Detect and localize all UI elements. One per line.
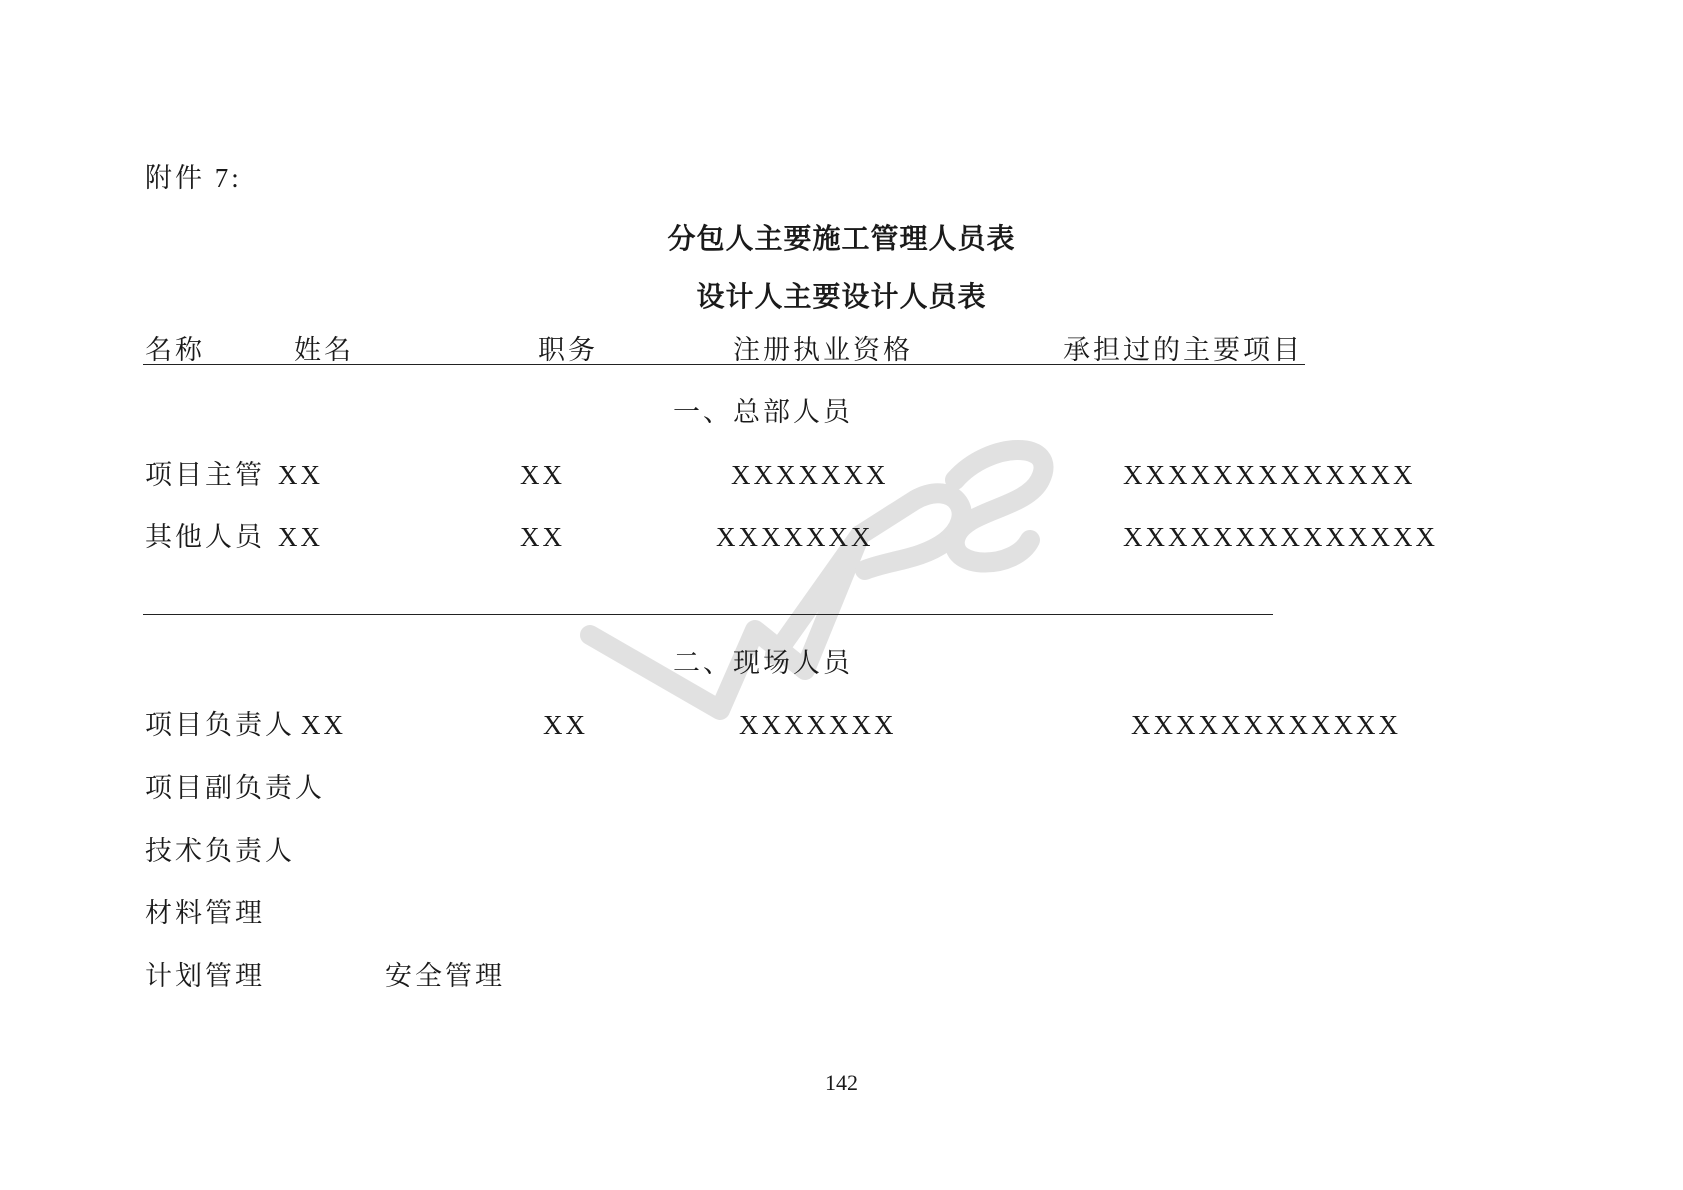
row-name: XX <box>278 460 323 490</box>
row-role: 材料管理 <box>145 898 265 928</box>
row-name: XX <box>301 710 346 740</box>
row-role: 项目副负责人 <box>145 773 325 803</box>
section-heading-site: 二、现场人员 <box>673 648 853 678</box>
row-position: XX <box>520 460 565 490</box>
row-role: 计划管理 <box>145 961 265 991</box>
row-role: 项目主管 <box>145 460 265 490</box>
row-role: 项目负责人 <box>145 710 295 740</box>
header-underline <box>143 364 1305 365</box>
section-divider <box>143 614 1273 615</box>
header-qualification: 注册执业资格 <box>733 335 913 365</box>
row-role: 其他人员 <box>145 522 265 552</box>
row-role: 技术负责人 <box>145 836 295 866</box>
row-projects: XXXXXXXXXXXXXX <box>1123 522 1438 552</box>
row-position: XX <box>543 710 588 740</box>
section-heading-hq: 一、总部人员 <box>673 397 853 427</box>
row-qualification: XXXXXXX <box>731 460 889 490</box>
header-person: 姓名 <box>294 335 354 365</box>
row-projects: XXXXXXXXXXXX <box>1131 710 1401 740</box>
attachment-label: 附件 7: <box>145 163 242 193</box>
header-projects: 承担过的主要项目 <box>1063 335 1303 365</box>
header-position: 职务 <box>538 335 598 365</box>
row-position: XX <box>520 522 565 552</box>
row-qualification: XXXXXXX <box>739 710 897 740</box>
document-subtitle: 设计人主要设计人员表 <box>696 280 987 313</box>
row-projects: XXXXXXXXXXXXX <box>1123 460 1416 490</box>
row-extra-role: 安全管理 <box>385 961 505 991</box>
document-title: 分包人主要施工管理人员表 <box>667 222 1016 255</box>
page-number: 142 <box>825 1070 858 1095</box>
row-name: XX <box>278 522 323 552</box>
row-qualification: XXXXXXX <box>716 522 874 552</box>
header-name: 名称 <box>145 335 205 365</box>
